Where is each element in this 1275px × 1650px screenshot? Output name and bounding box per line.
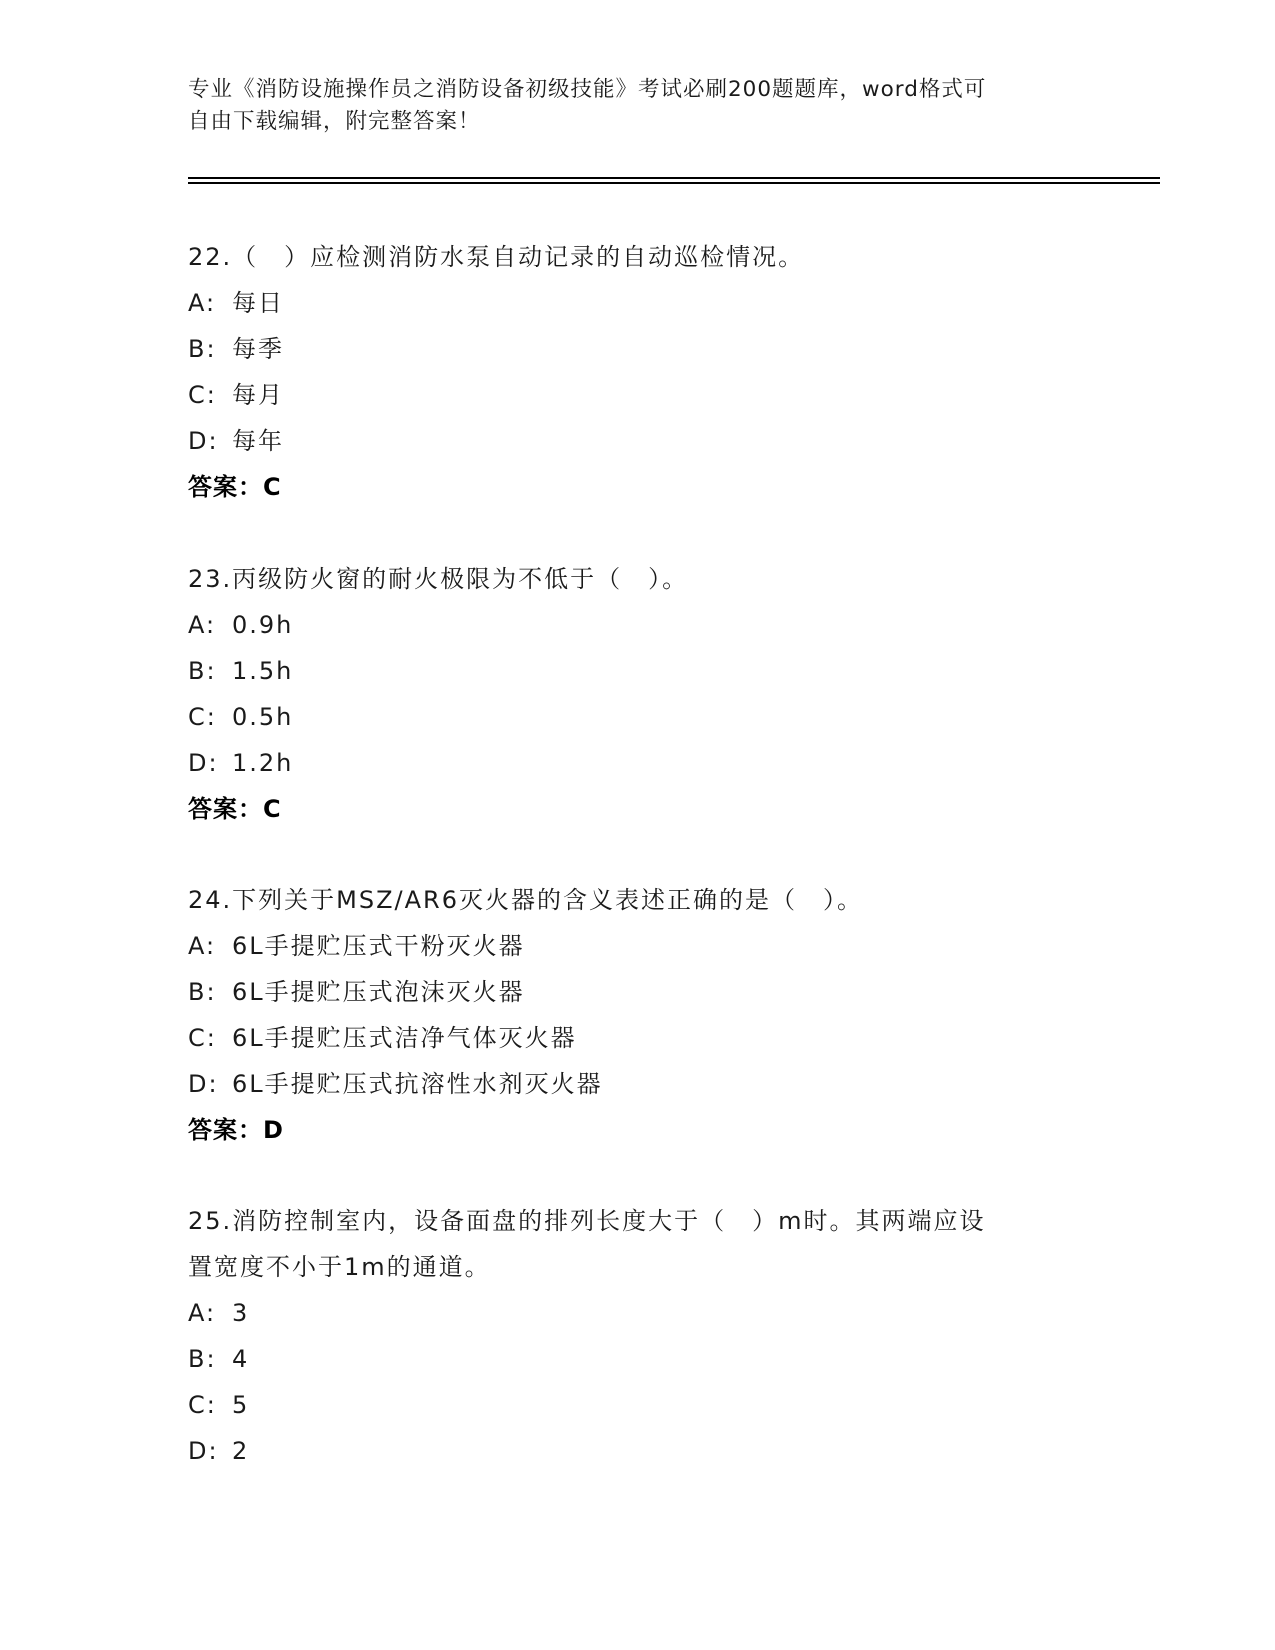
option-text: 2 xyxy=(232,1437,250,1465)
option-d xyxy=(188,740,1088,786)
option-c xyxy=(188,694,1088,740)
option-text: 每年 xyxy=(232,427,284,455)
question-24 xyxy=(188,877,1088,1153)
option-b xyxy=(188,969,1088,1015)
question-stem: 23.丙级防火窗的耐火极限为不低于（ ）。 xyxy=(188,565,689,593)
option-letter: D: xyxy=(188,749,219,777)
option-letter: A: xyxy=(188,1299,217,1327)
option-text: 6L手提贮压式泡沫灭火器 xyxy=(232,978,525,1006)
option-letter: C: xyxy=(188,381,217,409)
option-b xyxy=(188,326,1088,372)
option-text: 1.5h xyxy=(232,657,294,685)
option-letter: B: xyxy=(188,335,217,363)
option-text: 6L手提贮压式抗溶性水剂灭火器 xyxy=(232,1070,603,1098)
option-c xyxy=(188,372,1088,418)
option-d xyxy=(188,418,1088,464)
option-text: 0.9h xyxy=(232,611,294,639)
option-c xyxy=(188,1382,1088,1428)
question-25 xyxy=(188,1198,1088,1474)
option-text: 3 xyxy=(232,1299,250,1327)
option-text: 6L手提贮压式干粉灭火器 xyxy=(232,932,525,960)
option-letter: A: xyxy=(188,289,217,317)
option-letter: B: xyxy=(188,978,217,1006)
option-a xyxy=(188,1290,1088,1336)
answer-line: 答案：C xyxy=(188,473,282,501)
option-letter: A: xyxy=(188,611,217,639)
option-text: 4 xyxy=(232,1345,250,1373)
answer-line: 答案：C xyxy=(188,795,282,823)
option-letter: C: xyxy=(188,1391,217,1419)
option-d xyxy=(188,1061,1088,1107)
option-d xyxy=(188,1428,1088,1474)
header-line-1: 专业《消防设施操作员之消防设备初级技能》考试必刷200题题库，word格式可 xyxy=(188,77,987,102)
option-text: 5 xyxy=(232,1391,250,1419)
option-letter: B: xyxy=(188,657,217,685)
question-stem-line-2: 置宽度不小于1m的通道。 xyxy=(188,1253,491,1281)
option-text: 6L手提贮压式洁净气体灭火器 xyxy=(232,1024,577,1052)
document-header xyxy=(188,74,1088,138)
option-text: 1.2h xyxy=(232,749,294,777)
option-b xyxy=(188,1336,1088,1382)
header-divider-top xyxy=(188,177,1160,179)
answer-line: 答案：D xyxy=(188,1116,284,1144)
option-a xyxy=(188,923,1088,969)
option-letter: B: xyxy=(188,1345,217,1373)
header-line-2: 自由下载编辑，附完整答案！ xyxy=(188,109,481,134)
option-letter: D: xyxy=(188,1070,219,1098)
question-stem: 22.（ ）应检测消防水泵自动记录的自动巡检情况。 xyxy=(188,243,805,271)
option-text: 每日 xyxy=(232,289,284,317)
option-letter: C: xyxy=(188,1024,217,1052)
option-c xyxy=(188,1015,1088,1061)
option-text: 每月 xyxy=(232,381,284,409)
option-a xyxy=(188,280,1088,326)
option-text: 0.5h xyxy=(232,703,294,731)
option-a xyxy=(188,602,1088,648)
option-letter: C: xyxy=(188,703,217,731)
question-22 xyxy=(188,234,1088,510)
option-letter: D: xyxy=(188,427,219,455)
option-letter: A: xyxy=(188,932,217,960)
question-23 xyxy=(188,556,1088,832)
header-divider-bottom xyxy=(188,182,1160,184)
question-stem: 24.下列关于MSZ/AR6灭火器的含义表述正确的是（ ）。 xyxy=(188,886,863,914)
option-text: 每季 xyxy=(232,335,284,363)
option-letter: D: xyxy=(188,1437,219,1465)
question-stem-line-1: 25.消防控制室内，设备面盘的排列长度大于（ ）m时。其两端应设 xyxy=(188,1207,986,1235)
option-b xyxy=(188,648,1088,694)
